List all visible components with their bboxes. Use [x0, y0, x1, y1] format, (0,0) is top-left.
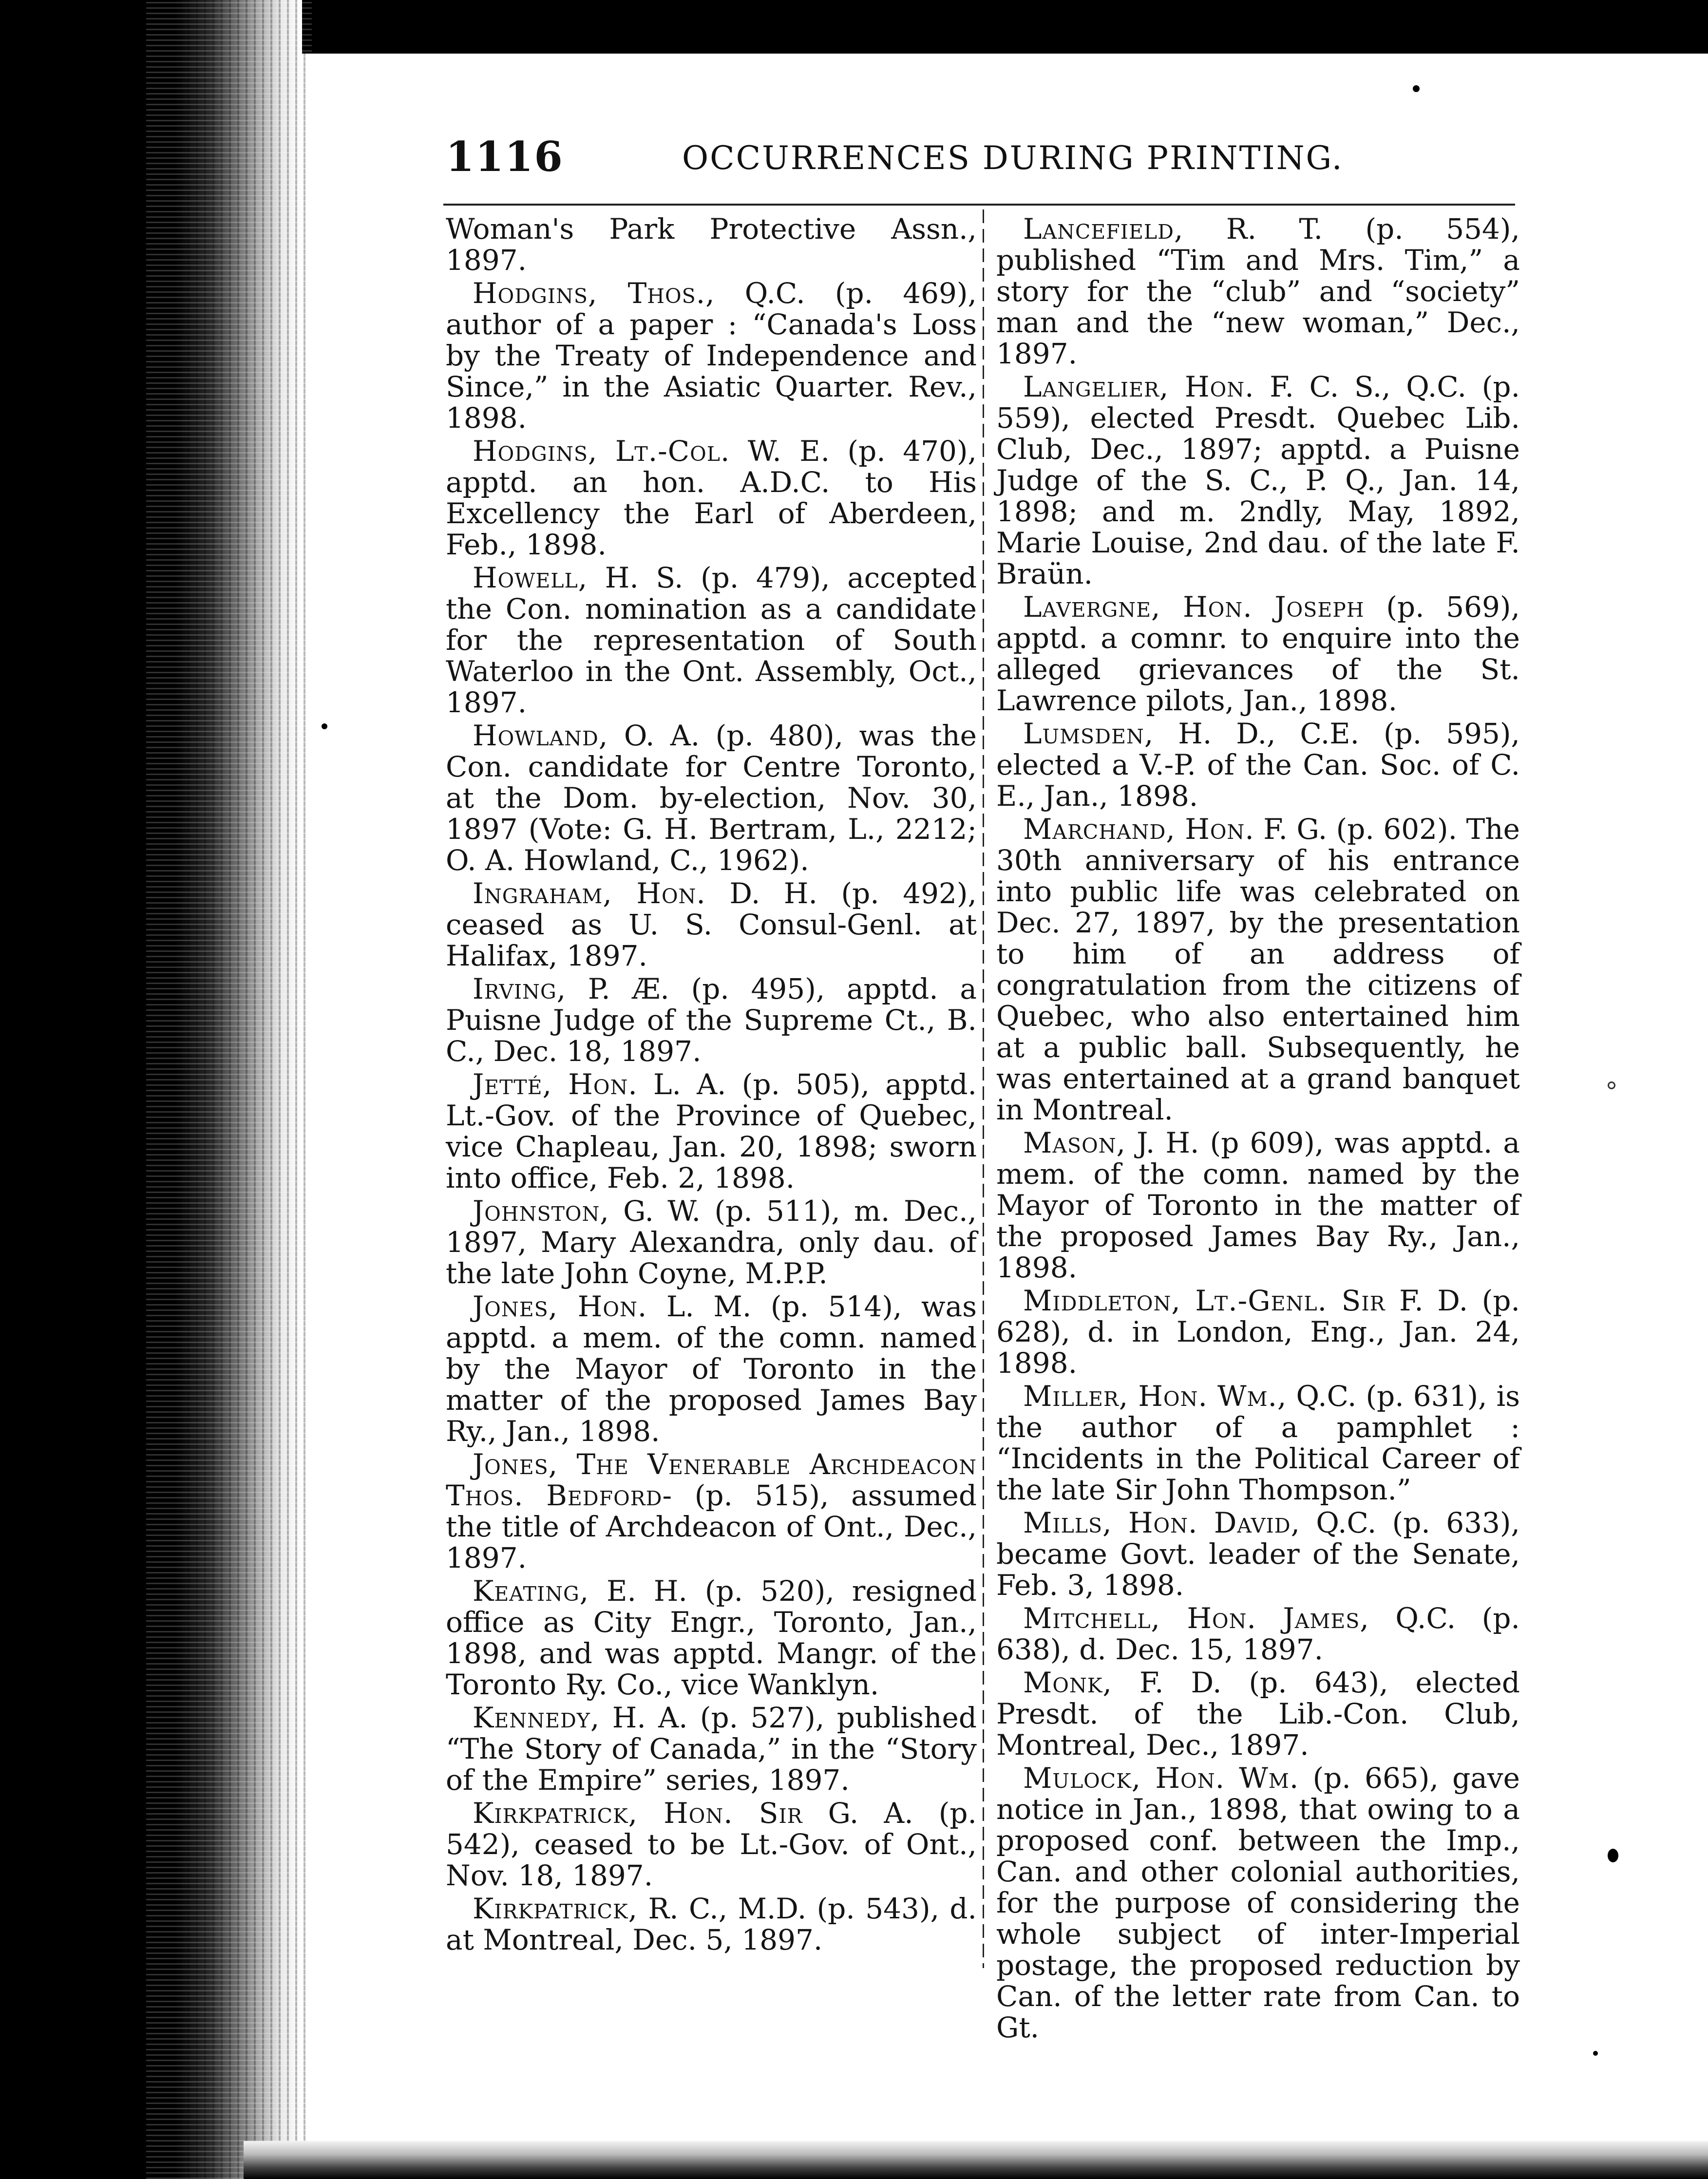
entry: Mills, Hon. David, Q.C. (p. 633), became Govt. leader of the Senate, Feb. 3, 1898.	[996, 1506, 1520, 1602]
ink-speck	[1593, 2051, 1598, 2056]
entry: Jetté, Hon. L. A. (p. 505), apptd. Lt.-Gov. of the Province of Quebec, vice Chapleau, Jan. 20, 1898; sworn into office, Feb. 2, 1898.	[446, 1068, 977, 1194]
entry: Kirkpatrick, R. C., M.D. (p. 543), d. at Montreal, Dec. 5, 1897.	[446, 1892, 977, 1956]
entry: Jones, Hon. L. M. (p. 514), was apptd. a mem. of the comn. named by the Mayor of Toronto in the matter of the proposed James Bay Ry., Jan., 1898.	[446, 1290, 977, 1448]
entry: Lumsden, H. D., C.E. (p. 595), elected a V.-P. of the Can. Soc. of C. E., Jan., 1898.	[996, 717, 1520, 813]
entry: Howell, H. S. (p. 479), accepted the Con. nomination as a candidate for the representation of South Waterloo in the Ont. Assembly, Oct., 1897.	[446, 561, 977, 719]
entry: Woman's Park Protective Assn., 1897.	[446, 212, 977, 277]
entry: Hodgins, Thos., Q.C. (p. 469), author of a paper : “Canada's Loss by the Treaty of Independence and Since,” in the Asiatic Quarter. Rev., 1898.	[446, 277, 977, 435]
entry: Kennedy, H. A. (p. 527), published “The Story of Canada,” in the “Story of the Empire” series, 1897.	[446, 1701, 977, 1797]
entry: Marchand, Hon. F. G. (p. 602). The 30th anniversary of his entrance into public life was celebrated on Dec. 27, 1897, by the presentation to him of an address of congratulation from the citizens of Quebec, who also entertained him at a public ball. Subsequently, he was entertained at a grand banquet in Montreal.	[996, 813, 1520, 1126]
entry: Kirkpatrick, Hon. Sir G. A. (p. 542), ceased to be Lt.-Gov. of Ont., Nov. 18, 1897.	[446, 1797, 977, 1892]
running-head: OCCURRENCES DURING PRINTING.	[682, 139, 1344, 177]
entry: Howland, O. A. (p. 480), was the Con. candidate for Centre Toronto, at the Dom. by-election, Nov. 30, 1897 (Vote: G. H. Bertram, L., 2212; O. A. Howland, C., 1962).	[446, 719, 977, 877]
entry: Johnston, G. W. (p. 511), m. Dec., 1897, Mary Alexandra, only dau. of the late John Coyne, M.P.P.	[446, 1194, 977, 1290]
scan-bottom-border	[244, 2141, 1708, 2179]
ink-speck	[1413, 85, 1420, 92]
entry: Langelier, Hon. F. C. S., Q.C. (p. 559), elected Presdt. Quebec Lib. Club, Dec., 1897; apptd. a Puisne Judge of the S. C., P. Q., Jan. 14, 1898; and m. 2ndly, May, 1892, Marie Louise, 2nd dau. of the late F. Braün.	[996, 370, 1520, 590]
page-header	[446, 133, 1518, 186]
entry: Ingraham, Hon. D. H. (p. 492), ceased as U. S. Consul-Genl. at Halifax, 1897.	[446, 877, 977, 972]
entry: Mitchell, Hon. James, Q.C. (p. 638), d. Dec. 15, 1897.	[996, 1602, 1520, 1666]
entry: Mason, J. H. (p 609), was apptd. a mem. of the comn. named by the Mayor of Toronto in the matter of the proposed James Bay Ry., Jan., 1898.	[996, 1126, 1520, 1284]
entry: Mulock, Hon. Wm. (p. 665), gave notice in Jan., 1898, that owing to a proposed conf. between the Imp., Can. and other colonial authorities, for the purpose of considering the whole subject of inter-Imperial postage, the proposed reduction by Can. of the letter rate from Can. to Gt.	[996, 1762, 1520, 2044]
left-column	[446, 213, 977, 1957]
entry: Lavergne, Hon. Joseph (p. 569), apptd. a comnr. to enquire into the alleged grievances of the St. Lawrence pilots, Jan., 1898.	[996, 590, 1520, 717]
entry: Miller, Hon. Wm., Q.C. (p. 631), is the author of a pamphlet : “Incidents in the Political Career of the late Sir John Thompson.”	[996, 1380, 1520, 1506]
page-number: 1116	[446, 133, 564, 181]
ink-speck	[322, 723, 327, 729]
entry: Keating, E. H. (p. 520), resigned office as City Engr., Toronto, Jan., 1898, and was apptd. Mangr. of the Toronto Ry. Co., vice Wanklyn.	[446, 1574, 977, 1701]
entry: Hodgins, Lt.-Col. W. E. (p. 470), apptd. an hon. A.D.C. to His Excellency the Earl of Aberdeen, Feb., 1898.	[446, 435, 977, 561]
column-divider	[983, 209, 984, 1968]
binding-noise	[146, 0, 312, 2179]
header-rule	[443, 204, 1515, 206]
entry: Lancefield, R. T. (p. 554), published “Tim and Mrs. Tim,” a story for the “club” and “society” man and the “new woman,” Dec., 1897.	[996, 212, 1520, 370]
right-column	[996, 213, 1520, 2045]
ink-speck	[1608, 1849, 1618, 1862]
ink-speck	[1608, 1081, 1615, 1089]
entry: Jones, The Venerable Archdeacon Thos. Bedford- (p. 515), assumed the title of Archdeacon of Ont., Dec., 1897.	[446, 1448, 977, 1574]
entry: Monk, F. D. (p. 643), elected Presdt. of the Lib.-Con. Club, Montreal, Dec., 1897.	[996, 1666, 1520, 1762]
entry: Middleton, Lt.-Genl. Sir F. D. (p. 628), d. in London, Eng., Jan. 24, 1898.	[996, 1284, 1520, 1380]
entry: Irving, P. Æ. (p. 495), apptd. a Puisne Judge of the Supreme Ct., B. C., Dec. 18, 1897.	[446, 972, 977, 1068]
